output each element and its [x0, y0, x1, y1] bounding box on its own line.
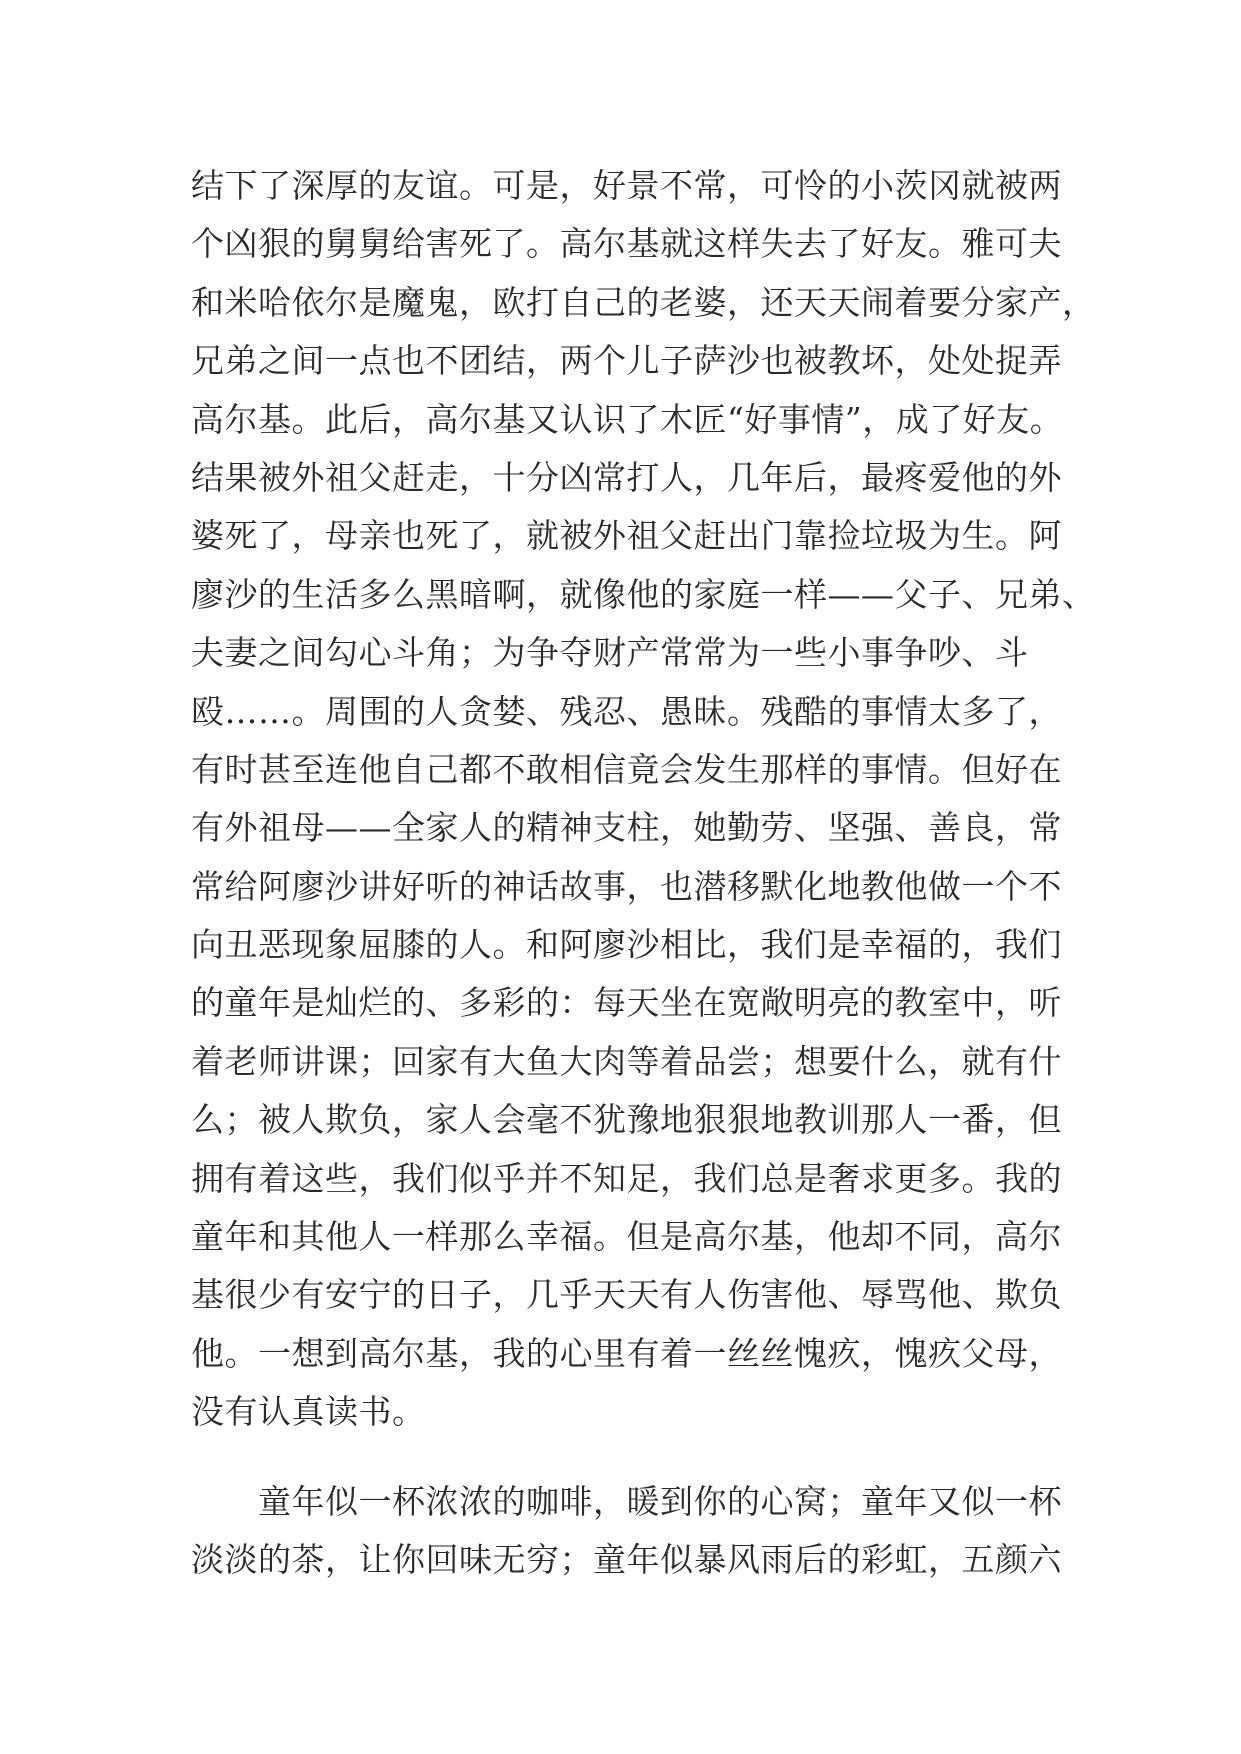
- text-line: 基很少有安宁的日子，几乎天天有人伤害他、辱骂他、欺负: [191, 1275, 1062, 1315]
- text-line: 兄弟之间一点也不团结，两个儿子萨沙也被教坏，处处捉弄: [191, 341, 1062, 381]
- text-line: 没有认真读书。: [191, 1392, 426, 1432]
- text-line: 的童年是灿烂的、多彩的：每天坐在宽敞明亮的教室中，听: [191, 983, 1062, 1023]
- text-line: 殴……。周围的人贪婪、残忍、愚昧。残酷的事情太多了，: [191, 691, 1062, 731]
- text-line: 廖沙的生活多么黑暗啊，就像他的家庭一样——父子、兄弟、: [191, 574, 1096, 614]
- paragraph-1: [191, 157, 1096, 1442]
- text-line: 夫妻之间勾心斗角；为争夺财产常常为一些小事争吵、斗: [191, 633, 1029, 673]
- text-line: 么；被人欺负，家人会毫不犹豫地狠狠地教训那人一番，但: [191, 1100, 1062, 1140]
- text-line: 常给阿廖沙讲好听的神话故事，也潜移默化地教他做一个不: [191, 866, 1062, 906]
- text-line: 淡淡的茶，让你回味无穷；童年似暴风雨后的彩虹，五颜六: [191, 1540, 1062, 1580]
- text-line: 向丑恶现象屈膝的人。和阿廖沙相比，我们是幸福的，我们: [191, 925, 1062, 965]
- text-line: 和米哈依尔是魔鬼，欧打自己的老婆，还天天闹着要分家产，: [191, 282, 1096, 322]
- text-line: 童年和其他人一样那么幸福。但是高尔基，他却不同，高尔: [191, 1217, 1062, 1257]
- text-line: 结下了深厚的友谊。可是，好景不常，可怜的小茨冈就被两: [191, 166, 1062, 205]
- text-line: 个凶狠的舅舅给害死了。高尔基就这样失去了好友。雅可夫: [191, 224, 1062, 264]
- text-line: 有时甚至连他自己都不敢相信竟会发生那样的事情。但好在: [191, 749, 1062, 789]
- text-line: 有外祖母——全家人的精神支柱，她勤劳、坚强、善良，常: [191, 808, 1062, 848]
- text-line: 结果被外祖父赶走，十分凶常打人，几年后，最疼爱他的外: [191, 457, 1062, 497]
- text-line: 婆死了，母亲也死了，就被外祖父赶出门靠捡垃圾为生。阿: [191, 516, 1062, 556]
- text-line: 拥有着这些，我们似乎并不知足，我们总是奢求更多。我的: [191, 1158, 1062, 1198]
- text-line: 高尔基。此后，高尔基又认识了木匠“好事情”，成了好友。: [191, 399, 1064, 439]
- text-line: 着老师讲课；回家有大鱼大肉等着品尝；想要什么，就有什: [191, 1041, 1062, 1081]
- text-line: 他。一想到高尔基，我的心里有着一丝丝愧疚，愧疚父母，: [191, 1333, 1062, 1373]
- paragraph-2: [191, 1473, 1071, 1590]
- text-line: 童年似一杯浓浓的咖啡，暖到你的心窝；童年又似一杯: [258, 1482, 1062, 1521]
